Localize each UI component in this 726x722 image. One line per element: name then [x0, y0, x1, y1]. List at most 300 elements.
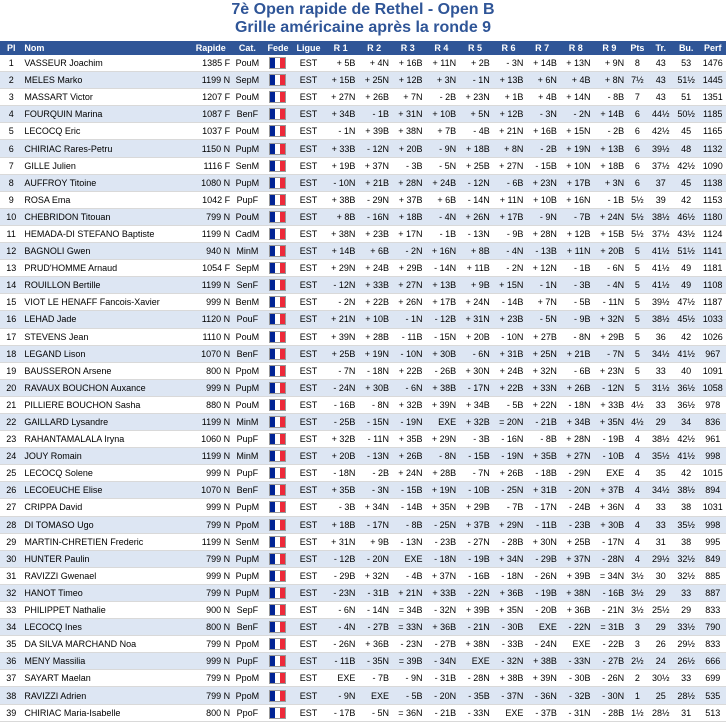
cell-round-3: = 39B — [391, 653, 425, 670]
cell-league: EST — [293, 277, 324, 294]
cell-round-4: - 21B — [425, 704, 459, 721]
cell-round-8: - 6B — [559, 362, 593, 379]
cell-federation — [263, 584, 294, 601]
cell-round-1: + 21N — [324, 311, 358, 328]
cell-round-3: - 3B — [391, 157, 425, 174]
cell-league: EST — [293, 225, 324, 242]
cell-federation — [263, 362, 294, 379]
cell-tiebreak-tr: 29 — [649, 413, 673, 430]
cell-round-2: + 23B — [357, 225, 391, 242]
cell-round-5: + 24N — [458, 294, 492, 311]
cell-points: 2 — [626, 670, 648, 687]
cell-category: BenF — [232, 619, 263, 636]
cell-league: EST — [293, 55, 324, 72]
cell-rating: 1080 N — [189, 174, 232, 191]
france-flag-icon — [269, 262, 286, 274]
cell-name: ROSA Ema — [22, 191, 189, 208]
cell-federation — [263, 499, 294, 516]
cell-place: 2 — [0, 72, 22, 89]
cell-name: BAGNOLI Gwen — [22, 243, 189, 260]
cell-round-7: + 38B — [525, 653, 559, 670]
cell-category: PupM — [232, 584, 263, 601]
cell-category: PupF — [232, 191, 263, 208]
cell-round-5: + 2B — [458, 55, 492, 72]
cell-category: PpoF — [232, 704, 263, 721]
cell-points: 6 — [626, 106, 648, 123]
cell-round-4: - 1B — [425, 225, 459, 242]
cell-rating: 1199 N — [189, 448, 232, 465]
cell-points: 5 — [626, 345, 648, 362]
france-flag-icon — [269, 296, 286, 308]
cell-round-4: + 19N — [425, 482, 459, 499]
cell-round-7: - 36N — [525, 687, 559, 704]
cell-league: EST — [293, 345, 324, 362]
cell-tiebreak-bu: 35½ — [673, 516, 699, 533]
cell-category: PpoM — [232, 636, 263, 653]
cell-round-7: - 18B — [525, 465, 559, 482]
table-row — [0, 448, 726, 465]
cell-name: CHIRIAC Rares-Petru — [22, 140, 189, 157]
cell-tiebreak-tr: 30 — [649, 567, 673, 584]
cell-points: 4 — [626, 499, 648, 516]
cell-round-7: - 2B — [525, 140, 559, 157]
cell-federation — [263, 567, 294, 584]
cell-round-4: + 39N — [425, 396, 459, 413]
cell-round-5: + 38N — [458, 636, 492, 653]
cell-points: 6 — [626, 157, 648, 174]
cell-points: 4 — [626, 516, 648, 533]
france-flag-icon — [269, 211, 286, 223]
cell-performance: 699 — [699, 670, 726, 687]
cell-league: EST — [293, 191, 324, 208]
cell-tiebreak-tr: 31½ — [649, 379, 673, 396]
cell-round-7: + 10B — [525, 191, 559, 208]
france-flag-icon — [269, 194, 286, 206]
cell-round-8: - 8N — [559, 328, 593, 345]
table-row — [0, 413, 726, 430]
cell-name: CRIPPA David — [22, 499, 189, 516]
cell-round-2: - 31B — [357, 584, 391, 601]
cell-round-8: - 3B — [559, 277, 593, 294]
cell-round-5: - 12N — [458, 174, 492, 191]
cell-tiebreak-tr: 37½ — [649, 225, 673, 242]
cell-points: 5 — [626, 294, 648, 311]
table-row — [0, 174, 726, 191]
cell-tiebreak-bu: 29 — [673, 602, 699, 619]
cell-round-3: - 13N — [391, 533, 425, 550]
cell-tiebreak-bu: 45 — [673, 174, 699, 191]
cell-round-6: + 23B — [492, 311, 526, 328]
cell-tiebreak-tr: 37½ — [649, 157, 673, 174]
cell-league: EST — [293, 89, 324, 106]
cell-round-5: + 29B — [458, 499, 492, 516]
table-row — [0, 567, 726, 584]
cell-round-5: + 25B — [458, 157, 492, 174]
cell-round-2: - 29N — [357, 191, 391, 208]
cell-performance: 1132 — [699, 140, 726, 157]
cell-name: DI TOMASO Ugo — [22, 516, 189, 533]
cell-category: PpoM — [232, 362, 263, 379]
cell-performance: 1141 — [699, 243, 726, 260]
cell-name: STEVENS Jean — [22, 328, 189, 345]
cell-tiebreak-bu: 41½ — [673, 448, 699, 465]
cell-round-6: - 6B — [492, 174, 526, 191]
cell-points: 4 — [626, 550, 648, 567]
cell-round-4: + 17B — [425, 294, 459, 311]
france-flag-icon — [269, 57, 286, 69]
cell-rating: 999 N — [189, 294, 232, 311]
france-flag-icon — [269, 536, 286, 548]
cell-round-8: - 18N — [559, 396, 593, 413]
cell-points: 1½ — [626, 704, 648, 721]
cell-round-1: + 31N — [324, 533, 358, 550]
cell-round-1: + 8B — [324, 208, 358, 225]
cell-name: RAHANTAMALALA Iryna — [22, 431, 189, 448]
cell-round-1: - 10N — [324, 174, 358, 191]
cell-round-9: - 28B — [593, 704, 627, 721]
cell-round-9: - 2B — [593, 123, 627, 140]
cell-tiebreak-bu: 34 — [673, 413, 699, 430]
cell-place: 21 — [0, 396, 22, 413]
table-row — [0, 311, 726, 328]
cell-performance: 1153 — [699, 191, 726, 208]
cell-performance: 833 — [699, 602, 726, 619]
cell-tiebreak-tr: 43 — [649, 89, 673, 106]
cell-round-3: + 32B — [391, 396, 425, 413]
cell-league: EST — [293, 72, 324, 89]
cell-federation — [263, 602, 294, 619]
cell-round-8: - 7B — [559, 208, 593, 225]
cell-round-8: + 34B — [559, 413, 593, 430]
cell-place: 3 — [0, 89, 22, 106]
cell-league: EST — [293, 243, 324, 260]
cell-league: EST — [293, 602, 324, 619]
cell-place: 6 — [0, 140, 22, 157]
cell-league: EST — [293, 516, 324, 533]
cell-category: PouM — [232, 55, 263, 72]
cell-rating: 1042 F — [189, 191, 232, 208]
cell-round-6: + 13B — [492, 72, 526, 89]
cell-round-6: - 4N — [492, 243, 526, 260]
cell-points: 5 — [626, 379, 648, 396]
cell-round-6: + 21N — [492, 123, 526, 140]
cell-round-8: - 5B — [559, 294, 593, 311]
cell-round-6: EXE — [492, 704, 526, 721]
cell-rating: 1116 F — [189, 157, 232, 174]
cell-round-6: + 11N — [492, 191, 526, 208]
cell-round-9: + 20B — [593, 243, 627, 260]
cell-category: CadM — [232, 225, 263, 242]
cell-round-4: - 26B — [425, 362, 459, 379]
table-row — [0, 602, 726, 619]
cell-tiebreak-bu: 46½ — [673, 208, 699, 225]
cell-tiebreak-bu: 28½ — [673, 687, 699, 704]
table-row — [0, 550, 726, 567]
cell-round-3: + 28N — [391, 174, 425, 191]
cell-points: 6 — [626, 174, 648, 191]
cell-round-1: - 7N — [324, 362, 358, 379]
cell-tiebreak-tr: 25½ — [649, 602, 673, 619]
cell-round-5: + 26N — [458, 208, 492, 225]
cell-category: PupM — [232, 140, 263, 157]
cell-name: BAUSSERON Arsene — [22, 362, 189, 379]
cell-round-9: + 36N — [593, 499, 627, 516]
cell-round-4: + 37N — [425, 567, 459, 584]
cell-round-1: + 29N — [324, 260, 358, 277]
cell-round-9: EXE — [593, 465, 627, 482]
cell-round-3: + 12B — [391, 72, 425, 89]
cell-place: 31 — [0, 567, 22, 584]
cell-tiebreak-tr: 39 — [649, 191, 673, 208]
cell-round-6: + 24B — [492, 362, 526, 379]
cell-round-8: + 16N — [559, 191, 593, 208]
cell-round-3: - 5B — [391, 687, 425, 704]
cell-tiebreak-tr: 44½ — [649, 106, 673, 123]
cell-rating: 800 N — [189, 362, 232, 379]
cell-round-6: = 20N — [492, 413, 526, 430]
cell-round-1: + 15B — [324, 72, 358, 89]
cell-round-6: - 3N — [492, 55, 526, 72]
cell-performance: 1185 — [699, 106, 726, 123]
cell-federation — [263, 328, 294, 345]
cell-category: BenF — [232, 482, 263, 499]
cell-round-1: + 5B — [324, 55, 358, 72]
cell-place: 15 — [0, 294, 22, 311]
cell-name: LEHAD Jade — [22, 311, 189, 328]
cell-round-9: + 35N — [593, 413, 627, 430]
cell-round-7: - 9N — [525, 208, 559, 225]
cell-category: PupM — [232, 174, 263, 191]
cell-tiebreak-bu: 42 — [673, 465, 699, 482]
cell-round-1: - 12N — [324, 277, 358, 294]
cell-round-6: + 17B — [492, 208, 526, 225]
cell-rating: 1199 N — [189, 413, 232, 430]
cell-tiebreak-tr: 26 — [649, 636, 673, 653]
cell-name: AUFFROY Titoine — [22, 174, 189, 191]
cell-round-2: + 30B — [357, 379, 391, 396]
cell-round-3: - 4B — [391, 567, 425, 584]
france-flag-icon — [269, 467, 286, 479]
cell-round-5: - 16B — [458, 567, 492, 584]
cell-tiebreak-bu: 42½ — [673, 431, 699, 448]
cell-round-9: - 1B — [593, 191, 627, 208]
cell-performance: 535 — [699, 687, 726, 704]
cell-rating: 999 N — [189, 499, 232, 516]
cell-tiebreak-bu: 33 — [673, 670, 699, 687]
cell-tiebreak-tr: 39½ — [649, 140, 673, 157]
cell-performance: 1090 — [699, 157, 726, 174]
cell-round-9: - 27B — [593, 653, 627, 670]
cell-round-7: + 12N — [525, 260, 559, 277]
cell-round-7: + 32N — [525, 362, 559, 379]
cell-round-3: - 2N — [391, 243, 425, 260]
cell-name: RAVIZZI Gwenael — [22, 567, 189, 584]
cell-points: 5½ — [626, 225, 648, 242]
cell-round-4: - 27B — [425, 636, 459, 653]
cell-round-5: - 15B — [458, 448, 492, 465]
cell-name: RAVAUX BOUCHON Auxance — [22, 379, 189, 396]
cell-tiebreak-tr: 29 — [649, 619, 673, 636]
column-header-rating: Rapide — [189, 41, 232, 55]
cell-round-6: + 12B — [492, 106, 526, 123]
table-row — [0, 379, 726, 396]
cell-round-8: + 28N — [559, 431, 593, 448]
cell-round-5: - 28N — [458, 670, 492, 687]
cell-round-5: - 10B — [458, 482, 492, 499]
cell-round-3: = 36N — [391, 704, 425, 721]
cell-category: BenF — [232, 345, 263, 362]
cell-performance: 1351 — [699, 89, 726, 106]
cell-round-8: + 27N — [559, 448, 593, 465]
cell-round-8: + 14N — [559, 89, 593, 106]
cell-round-8: + 19N — [559, 140, 593, 157]
cell-round-9: - 12N — [593, 379, 627, 396]
cell-rating: 799 N — [189, 687, 232, 704]
cell-round-3: + 26N — [391, 294, 425, 311]
cell-points: 5 — [626, 243, 648, 260]
cell-round-3: + 24N — [391, 465, 425, 482]
cell-round-7: + 16B — [525, 123, 559, 140]
cell-tiebreak-tr: 38½ — [649, 431, 673, 448]
cell-round-2: - 12N — [357, 140, 391, 157]
cell-round-3: + 18B — [391, 208, 425, 225]
cell-round-8: - 32B — [559, 687, 593, 704]
cell-place: 9 — [0, 191, 22, 208]
cell-tiebreak-bu: 42 — [673, 328, 699, 345]
cell-name: HUNTER Paulin — [22, 550, 189, 567]
cell-tiebreak-bu: 29½ — [673, 636, 699, 653]
cell-league: EST — [293, 431, 324, 448]
cell-round-6: - 18N — [492, 567, 526, 584]
cell-name: LECOCQ Ines — [22, 619, 189, 636]
cell-round-3: + 16B — [391, 55, 425, 72]
cell-round-6: + 38B — [492, 670, 526, 687]
cell-round-3: - 11B — [391, 328, 425, 345]
cell-round-4: + 3N — [425, 72, 459, 89]
cell-performance: 1445 — [699, 72, 726, 89]
cell-round-9: - 26N — [593, 670, 627, 687]
cell-league: EST — [293, 670, 324, 687]
cell-category: PupF — [232, 653, 263, 670]
france-flag-icon — [269, 331, 286, 343]
cell-round-4: + 6B — [425, 191, 459, 208]
cell-performance: 967 — [699, 345, 726, 362]
cell-round-2: + 26B — [357, 89, 391, 106]
cell-performance: 1476 — [699, 55, 726, 72]
cell-place: 5 — [0, 123, 22, 140]
cell-name: LECOCQ Solene — [22, 465, 189, 482]
cell-round-4: + 36B — [425, 619, 459, 636]
cell-tiebreak-tr: 41½ — [649, 243, 673, 260]
table-row — [0, 465, 726, 482]
cell-place: 37 — [0, 670, 22, 687]
cell-round-3: + 21N — [391, 584, 425, 601]
cell-league: EST — [293, 328, 324, 345]
cell-league: EST — [293, 396, 324, 413]
cell-performance: 1187 — [699, 294, 726, 311]
cell-round-5: - 1N — [458, 72, 492, 89]
cell-round-2: - 2B — [357, 465, 391, 482]
cell-round-7: - 37B — [525, 704, 559, 721]
table-row — [0, 106, 726, 123]
cell-category: PouM — [232, 208, 263, 225]
cell-place: 30 — [0, 550, 22, 567]
cell-name: JOUY Romain — [22, 448, 189, 465]
cell-performance: 513 — [699, 704, 726, 721]
cell-round-8: + 4B — [559, 72, 593, 89]
cell-performance: 894 — [699, 482, 726, 499]
france-flag-icon — [269, 672, 286, 684]
cell-place: 16 — [0, 311, 22, 328]
cell-round-3: + 35B — [391, 431, 425, 448]
cell-league: EST — [293, 260, 324, 277]
cell-round-7: - 8B — [525, 431, 559, 448]
cell-tiebreak-tr: 34½ — [649, 345, 673, 362]
france-flag-icon — [269, 125, 286, 137]
cell-round-7: - 11B — [525, 516, 559, 533]
cell-federation — [263, 225, 294, 242]
cell-round-1: + 20B — [324, 448, 358, 465]
cell-round-4: + 16N — [425, 243, 459, 260]
cell-performance: 998 — [699, 448, 726, 465]
cell-place: 24 — [0, 448, 22, 465]
cell-performance: 961 — [699, 431, 726, 448]
cell-round-4: + 30B — [425, 345, 459, 362]
cell-round-4: + 38B — [425, 379, 459, 396]
cell-round-3: - 19N — [391, 413, 425, 430]
cell-round-6: + 8N — [492, 140, 526, 157]
cell-performance: 1091 — [699, 362, 726, 379]
cell-league: EST — [293, 140, 324, 157]
cell-round-6: - 33B — [492, 636, 526, 653]
column-header-category: Cat. — [232, 41, 263, 55]
cell-name: PHILIPPET Nathalie — [22, 602, 189, 619]
cell-round-9: - 11N — [593, 294, 627, 311]
cell-round-9: - 17N — [593, 533, 627, 550]
cell-place: 34 — [0, 619, 22, 636]
table-row — [0, 584, 726, 601]
cell-round-2: + 24B — [357, 260, 391, 277]
cell-rating: 940 N — [189, 243, 232, 260]
cell-round-4: - 14N — [425, 260, 459, 277]
cell-category: SepF — [232, 602, 263, 619]
cell-place: 39 — [0, 704, 22, 721]
cell-round-6: + 36B — [492, 584, 526, 601]
cell-tiebreak-bu: 38½ — [673, 482, 699, 499]
cell-points: 5 — [626, 311, 648, 328]
cell-round-2: + 36B — [357, 636, 391, 653]
cell-round-8: - 20N — [559, 482, 593, 499]
cell-round-7: - 15B — [525, 157, 559, 174]
cell-name: FOURQUIN Marina — [22, 106, 189, 123]
cell-round-2: + 21B — [357, 174, 391, 191]
cell-round-1: - 11B — [324, 653, 358, 670]
cell-league: EST — [293, 106, 324, 123]
cell-round-3: + 17N — [391, 225, 425, 242]
cell-performance: 790 — [699, 619, 726, 636]
cell-round-2: + 9B — [357, 533, 391, 550]
cell-name: HEMADA-DI STEFANO Baptiste — [22, 225, 189, 242]
table-row — [0, 516, 726, 533]
cell-round-1: + 34B — [324, 106, 358, 123]
cell-tiebreak-tr: 37 — [649, 174, 673, 191]
table-row — [0, 243, 726, 260]
cell-round-7: - 24N — [525, 636, 559, 653]
cell-name: ROUILLON Bertille — [22, 277, 189, 294]
cell-round-4: + 7B — [425, 123, 459, 140]
cell-round-4: + 35N — [425, 499, 459, 516]
cell-name: DA SILVA MARCHAND Noa — [22, 636, 189, 653]
